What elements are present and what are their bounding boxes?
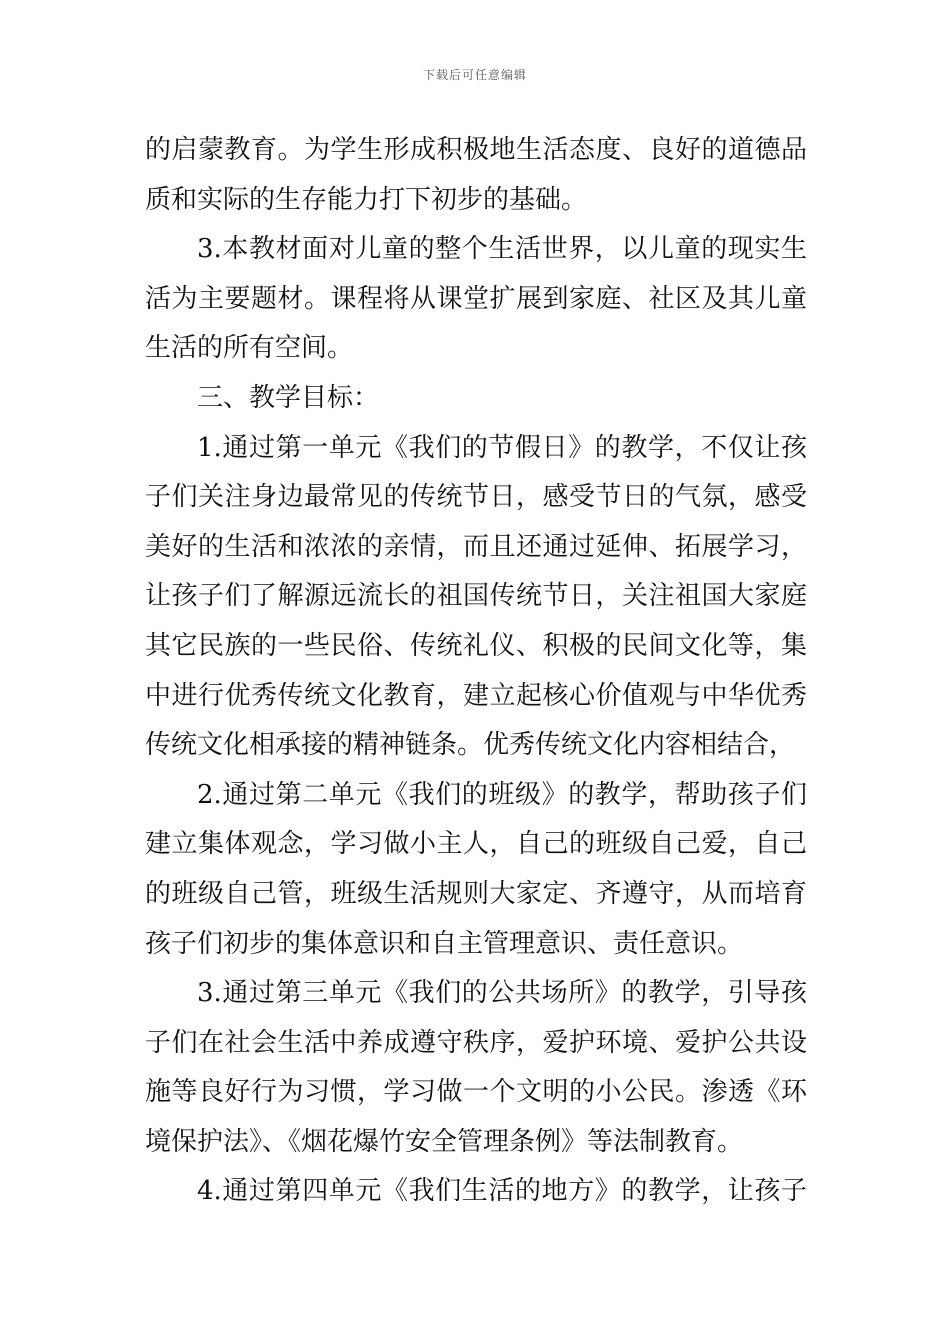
text-line: 建立集体观念，学习做小主人，自己的班级自己爱，自己 xyxy=(145,829,807,860)
text-line: 境保护法》、《烟花爆竹安全管理条例》等法制教育。 xyxy=(145,1126,744,1157)
text-line: 孩子们初步的集体意识和自主管理意识、责任意识。 xyxy=(145,928,744,959)
text-line: 生活的所有空间。 xyxy=(145,333,354,364)
text-line: 其它民族的一些民俗、传统礼仪、积极的民间文化等，集 xyxy=(145,630,807,661)
text-line: 3.通过第三单元《我们的公共场所》的教学，引导孩 xyxy=(197,978,807,1009)
text-line: 施等良好行为习惯，学习做一个文明的小公民。渗透《环 xyxy=(145,1077,807,1108)
document-body xyxy=(145,126,807,1217)
text-line: 子们关注身边最常见的传统节日，感受节日的气氛，感受 xyxy=(145,482,807,513)
text-line: 1.通过第一单元《我们的节假日》的教学，不仅让孩 xyxy=(197,432,807,463)
text-line: 的启蒙教育。为学生形成积极地生活态度、良好的道德品 xyxy=(145,135,807,165)
text-line: 的班级自己管，班级生活规则大家定、齐遵守，从而培育 xyxy=(145,878,807,909)
text-line: 让孩子们了解源远流长的祖国传统节日，关注祖国大家庭 xyxy=(145,581,807,612)
section-heading: 三、教学目标： xyxy=(197,382,380,413)
text-line: 4.通过第四单元《我们生活的地方》的教学，让孩子 xyxy=(197,1176,807,1207)
text-line: 子们在社会生活中养成遵守秩序，爱护环境、爱护公共设 xyxy=(145,1027,807,1058)
text-line: 活为主要题材。课程将从课堂扩展到家庭、社区及其儿童 xyxy=(145,283,807,314)
text-line: 质和实际的生存能力打下初步的基础。 xyxy=(145,184,588,215)
text-line: 传统文化相承接的精神链条。优秀传统文化内容相结合， xyxy=(145,730,796,761)
page-header: 下载后可任意编辑 xyxy=(422,68,527,82)
text-line: 3.本教材面对儿童的整个生活世界，以儿童的现实生 xyxy=(197,234,807,265)
text-line: 美好的生活和浓浓的亲情，而且还通过延伸、拓展学习， xyxy=(145,531,807,562)
text-line: 中进行优秀传统文化教育，建立起核心价值观与中华优秀 xyxy=(145,680,807,711)
text-line: 2.通过第二单元《我们的班级》的教学，帮助孩子们 xyxy=(197,779,807,810)
